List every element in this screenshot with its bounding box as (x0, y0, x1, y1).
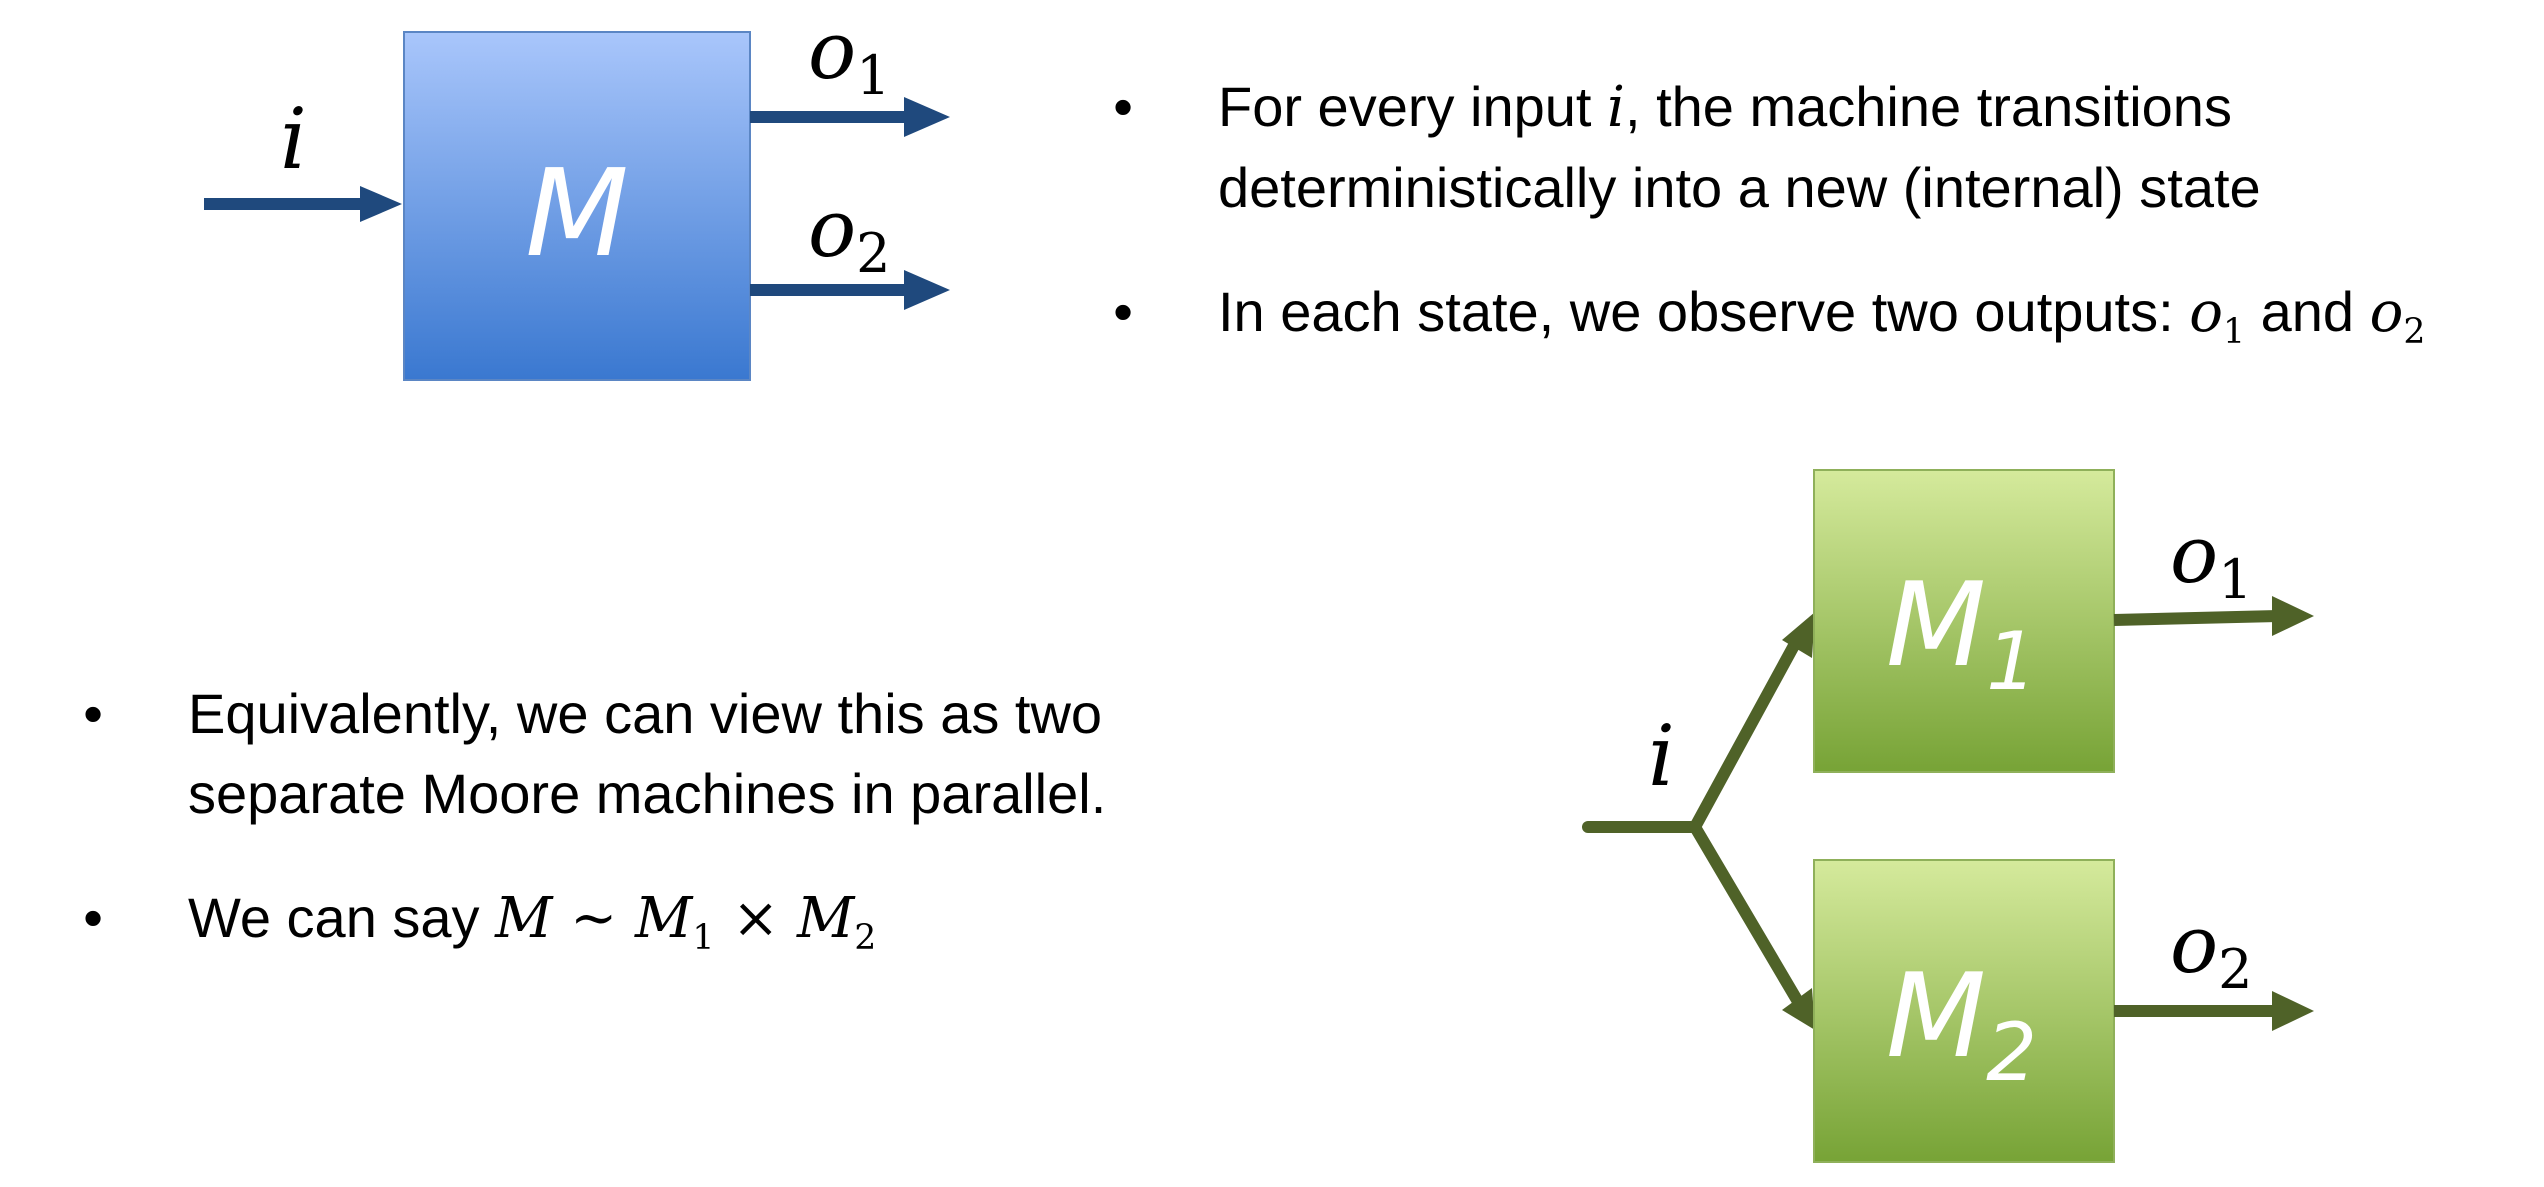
output2-label: $o_2$ (2170, 898, 2253, 1001)
bullet-dot: • (1113, 75, 1133, 138)
bottom-bullet-2: • We can say M ~ $M_1 \times M_2$ (73, 878, 1273, 978)
bullet-dot: • (83, 682, 103, 745)
o1-symbol: $o_1$ (2189, 280, 2246, 353)
top-bullet-2: • In each state, we observe two outputs: $o_1$ and $o_2$ (1103, 272, 2533, 372)
input-label: i (1648, 707, 1675, 805)
output2-arrow (2114, 991, 2314, 1031)
parallel-machines-diagram (1550, 440, 2350, 1180)
equivalence-formula: M ~ $M_1 \times M_2$ (495, 886, 877, 959)
machine1-label: $M_1$ (1886, 558, 2037, 708)
input-arrow (204, 186, 402, 222)
bullet-dot: • (83, 886, 103, 949)
output1-label: $o_1$ (808, 4, 891, 107)
bottom-bullet-1: • Equivalently, we can view this as two separate Moore machines in parallel. (73, 674, 1273, 834)
output1-arrow (750, 97, 950, 137)
input-branch-arrows (1588, 640, 1797, 1000)
top-bullet-1: • For every input i, the machine transitions deterministically into a new (internal) state (1103, 67, 2533, 228)
bottom-bullet-list (73, 674, 1273, 1022)
machine2-label: $M_2$ (1886, 949, 2037, 1099)
bullet-dot: • (1113, 280, 1133, 343)
top-bullet-list (1103, 67, 2533, 416)
output2-arrow (750, 270, 950, 310)
o2-symbol: $o_2$ (2369, 280, 2426, 353)
input-label: i (280, 90, 307, 188)
output1-label: $o_1$ (2170, 508, 2253, 611)
output1-arrow (2114, 596, 2314, 636)
single-machine-diagram (0, 0, 1000, 400)
machine-label: M (525, 145, 629, 284)
output2-label: $o_2$ (808, 182, 891, 285)
